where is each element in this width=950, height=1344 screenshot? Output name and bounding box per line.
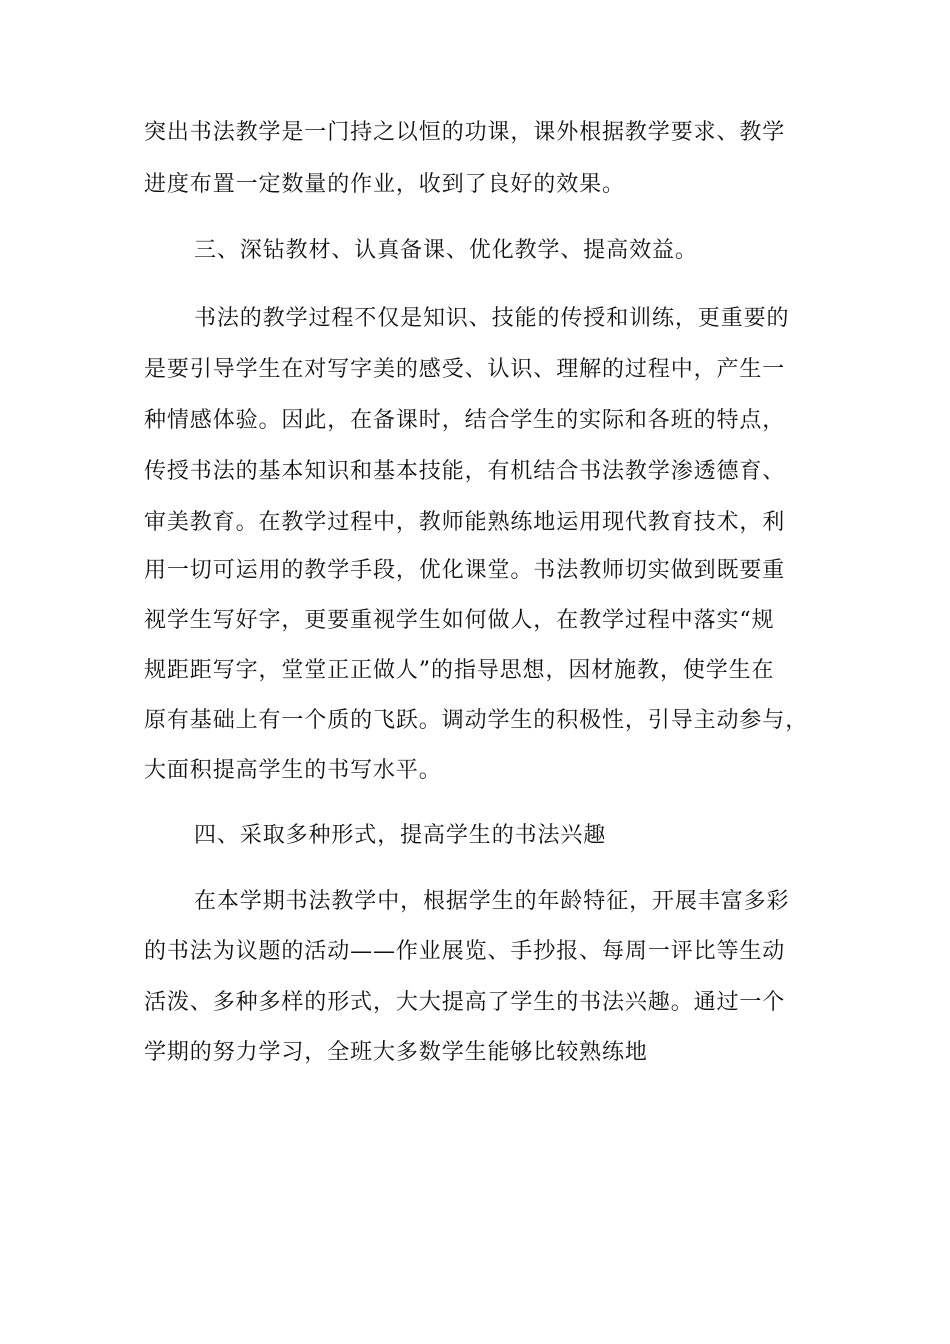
paragraph-1-line-1: 突出书法教学是一门持之以恒的功课，课外根据教学要求、教学 (144, 120, 786, 145)
paragraph-3-line-2: 是要引导学生在对写字美的感受、认识、理解的过程中，产生一 (144, 357, 786, 382)
paragraph-3-line-7: 视学生写好字，更要重视学生如何做人，在教学过程中落实“规 (144, 608, 775, 633)
paragraph-3-line-4: 传授书法的基本知识和基本技能，有机结合书法教学渗透德育、 (144, 459, 786, 484)
paragraph-3-line-1: 书法的教学过程不仅是知识、技能的传授和训练，更重要的 (194, 306, 790, 331)
paragraph-3-line-5: 审美教育。在教学过程中，教师能熟练地运用现代教育技术，利 (144, 510, 786, 535)
paragraph-3-line-8: 规距距写字，堂堂正正做人”的指导思想，因材施教，使学生在 (144, 658, 775, 683)
paragraph-5-line-2: 的书法为议题的活动——作业展览、手抄报、每周一评比等生动 (144, 939, 786, 964)
paragraph-5-line-4: 学期的努力学习，全班大多数学生能够比较熟练地 (144, 1040, 648, 1065)
paragraph-1-line-2: 进度布置一定数量的作业，收到了良好的效果。 (144, 172, 625, 197)
paragraph-3-line-9: 原有基础上有一个质的飞跃。调动学生的积极性，引导主动参与， (144, 708, 809, 733)
section-heading-4: 四、采取多种形式，提高学生的书法兴趣 (194, 823, 607, 848)
paragraph-5-line-1: 在本学期书法教学中，根据学生的年龄特征，开展丰富多彩 (194, 889, 790, 914)
section-heading-3: 三、深钻教材、认真备课、优化教学、提高效益。 (194, 238, 698, 263)
paragraph-3-line-6: 用一切可运用的教学手段，优化课堂。书法教师切实做到既要重 (144, 558, 786, 583)
paragraph-3-line-3: 种情感体验。因此，在备课时，结合学生的实际和各班的特点， (144, 408, 786, 433)
paragraph-5-line-3: 活泼、多种多样的形式，大大提高了学生的书法兴趣。通过一个 (144, 990, 786, 1015)
paragraph-3-line-10: 大面积提高学生的书写水平。 (144, 758, 442, 783)
